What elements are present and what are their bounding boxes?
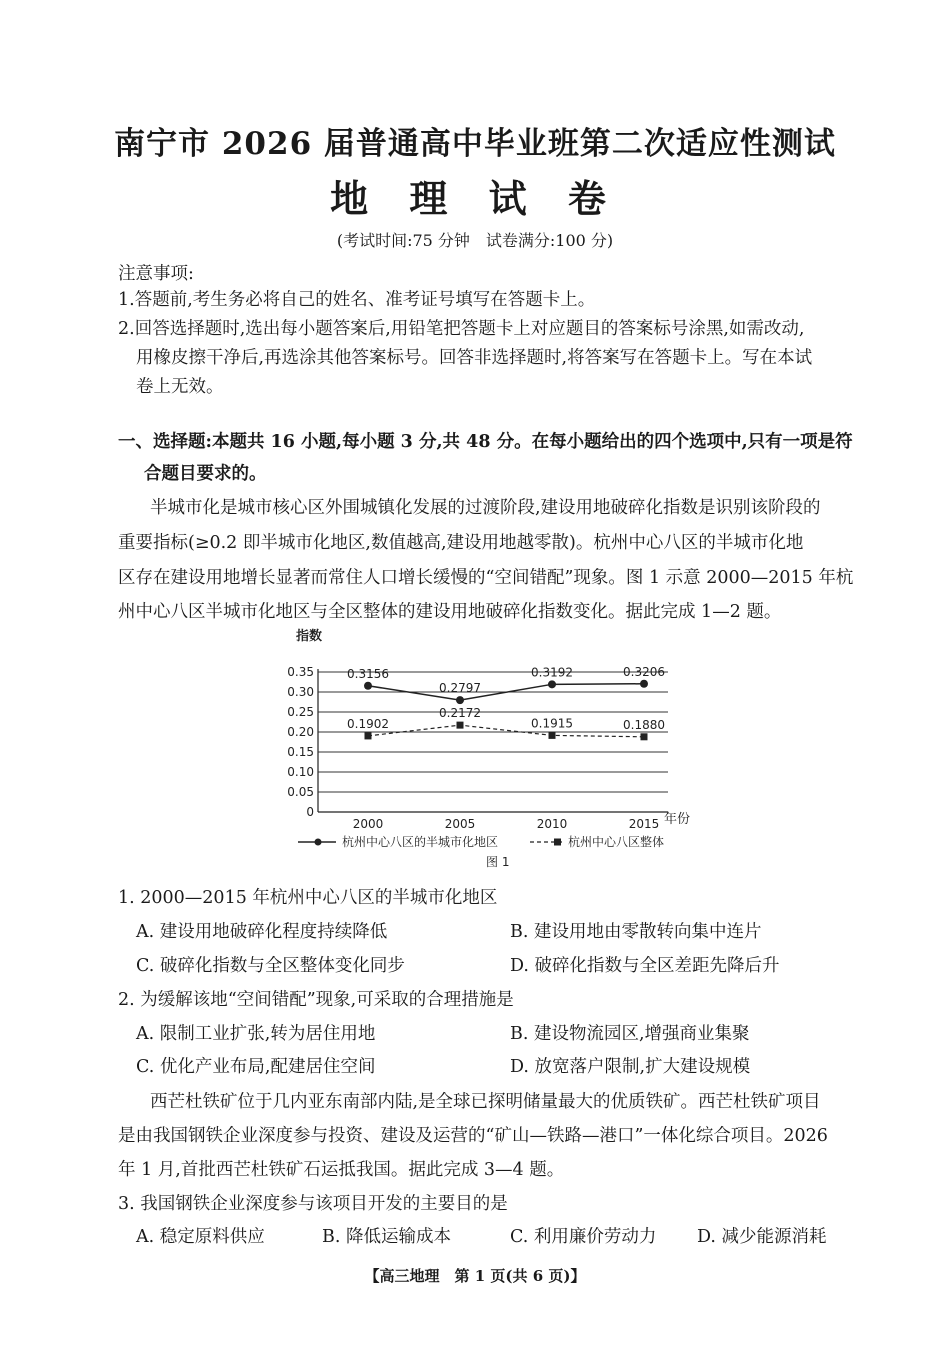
y-tick-label: 0.20 — [287, 725, 314, 739]
question-1-stem: 1. 2000—2015 年杭州中心八区的半城市化地区 — [118, 888, 498, 908]
data-point-square — [457, 722, 464, 729]
question-2-option-c: C. 优化产业布局,配建居住空间 — [136, 1057, 376, 1077]
series-line-1 — [368, 725, 644, 737]
subject-title: 地 理 试 卷 — [330, 176, 620, 221]
exam-title: 南宁市 2026 届普通高中毕业班第二次适应性测试 — [114, 126, 836, 162]
question-1-option-a: A. 建设用地破碎化程度持续降低 — [136, 922, 388, 942]
exam-info: (考试时间:75 分钟 试卷满分:100 分) — [336, 231, 614, 250]
data-point-circle — [548, 680, 556, 688]
data-point-square — [365, 732, 372, 739]
question-1-option-c: C. 破碎化指数与全区整体变化同步 — [136, 956, 405, 976]
y-tick-label: 0.15 — [287, 745, 314, 759]
data-point-circle — [456, 696, 464, 704]
section-heading: 一、选择题:本题共 16 小题,每小题 3 分,共 48 分。在每小题给出的四个选项中,只有一项是符 — [118, 432, 853, 452]
data-label: 0.2797 — [439, 681, 481, 696]
question-3-option-b: B. 降低运输成本 — [322, 1227, 451, 1247]
chart-data-labels — [347, 665, 665, 732]
question-2-stem: 2. 为缓解该地“空间错配”现象,可采取的合理措施是 — [118, 990, 514, 1010]
passage2-line: 是由我国钢铁企业深度参与投资、建设及运营的“矿山—铁路—港口”一体化综合项目。2026 — [118, 1126, 828, 1146]
passage1-line: 半城市化是城市核心区外围城镇化发展的过渡阶段,建设用地破碎化指数是识别该阶段的 — [150, 498, 821, 518]
chart-x-ticks — [353, 817, 660, 831]
data-label: 0.2172 — [439, 706, 481, 721]
y-tick-label: 0 — [306, 805, 314, 819]
chart-grid — [318, 666, 668, 812]
page-footer: 【高三地理 第 1 页(共 6 页)】 — [364, 1267, 586, 1285]
passage1-line: 重要指标(≥0.2 即半城市化地区,数值越高,建设用地越零散)。杭州中心八区的半城市化地 — [118, 533, 804, 553]
passage2-line: 年 1 月,首批西芒杜铁矿石运抵我国。据此完成 3—4 题。 — [118, 1160, 565, 1180]
chart-y-axis-label: 指数 — [296, 629, 323, 644]
notice-item-1: 1.答题前,考生务必将自己的姓名、准考证号填写在答题卡上。 — [118, 290, 596, 310]
data-label: 0.3156 — [347, 666, 389, 681]
y-tick-label: 0.05 — [287, 785, 314, 799]
legend-marker-circle — [315, 839, 322, 846]
x-tick-label: 2000 — [352, 817, 384, 831]
y-tick-label: 0.30 — [287, 685, 314, 699]
y-tick-label: 0.10 — [287, 765, 314, 779]
data-label: 0.1902 — [347, 716, 389, 731]
notice-item-2-cont2: 卷上无效。 — [136, 377, 224, 397]
data-point-square — [549, 732, 556, 739]
question-3-option-a: A. 稳定原料供应 — [136, 1227, 265, 1247]
question-2-option-b: B. 建设物流园区,增强商业集聚 — [510, 1024, 750, 1044]
data-point-square — [641, 733, 648, 740]
data-point-circle — [364, 682, 372, 690]
notice-item-2-cont: 用橡皮擦干净后,再选涂其他答案标号。回答非选择题时,将答案写在答题卡上。写在本试 — [136, 348, 813, 368]
question-2-option-d: D. 放宽落户限制,扩大建设规模 — [510, 1057, 751, 1077]
data-label: 0.1915 — [531, 716, 573, 731]
y-tick-label: 0.35 — [287, 665, 314, 679]
x-tick-label: 2015 — [628, 817, 660, 831]
question-1-option-d: D. 破碎化指数与全区差距先降后升 — [510, 956, 780, 976]
data-point-circle — [640, 680, 648, 688]
chart-series — [364, 680, 648, 741]
chart-legend — [298, 834, 664, 849]
figure-1-chart — [268, 622, 728, 872]
x-tick-label: 2010 — [536, 817, 568, 831]
legend-label-semi-urban: 杭州中心八区的半城市化地区 — [342, 835, 499, 849]
legend-label-whole-district: 杭州中心八区整体 — [568, 835, 665, 849]
question-3-option-c: C. 利用廉价劳动力 — [510, 1227, 657, 1247]
data-label: 0.1880 — [623, 717, 665, 732]
question-2-option-a: A. 限制工业扩张,转为居住用地 — [136, 1024, 376, 1044]
section-heading-cont: 合题目要求的。 — [144, 464, 267, 484]
x-tick-label: 2005 — [444, 817, 476, 831]
passage2-line: 西芒杜铁矿位于几内亚东南部内陆,是全球已探明储量最大的优质铁矿。西芒杜铁矿项目 — [150, 1092, 821, 1112]
chart-x-axis-label: 年份 — [664, 812, 691, 827]
chart-y-ticks — [287, 665, 314, 819]
chart-caption: 图 1 — [486, 855, 510, 869]
data-label: 0.3206 — [623, 664, 665, 679]
question-3-option-d: D. 减少能源消耗 — [697, 1227, 827, 1247]
y-tick-label: 0.25 — [287, 705, 314, 719]
data-label: 0.3192 — [531, 665, 573, 680]
legend-marker-square — [554, 839, 561, 846]
notice-item-2: 2.回答选择题时,选出每小题答案后,用铅笔把答题卡上对应题目的答案标号涂黑,如需改动, — [118, 319, 805, 339]
passage1-line: 州中心八区半城市化地区与全区整体的建设用地破碎化指数变化。据此完成 1—2 题。 — [118, 602, 782, 622]
passage1-line: 区存在建设用地增长显著而常住人口增长缓慢的“空间错配”现象。图 1 示意 2000—2015 年杭 — [118, 568, 854, 588]
question-1-option-b: B. 建设用地由零散转向集中连片 — [510, 922, 762, 942]
question-3-stem: 3. 我国钢铁企业深度参与该项目开发的主要目的是 — [118, 1194, 508, 1214]
notice-heading: 注意事项: — [118, 264, 194, 284]
